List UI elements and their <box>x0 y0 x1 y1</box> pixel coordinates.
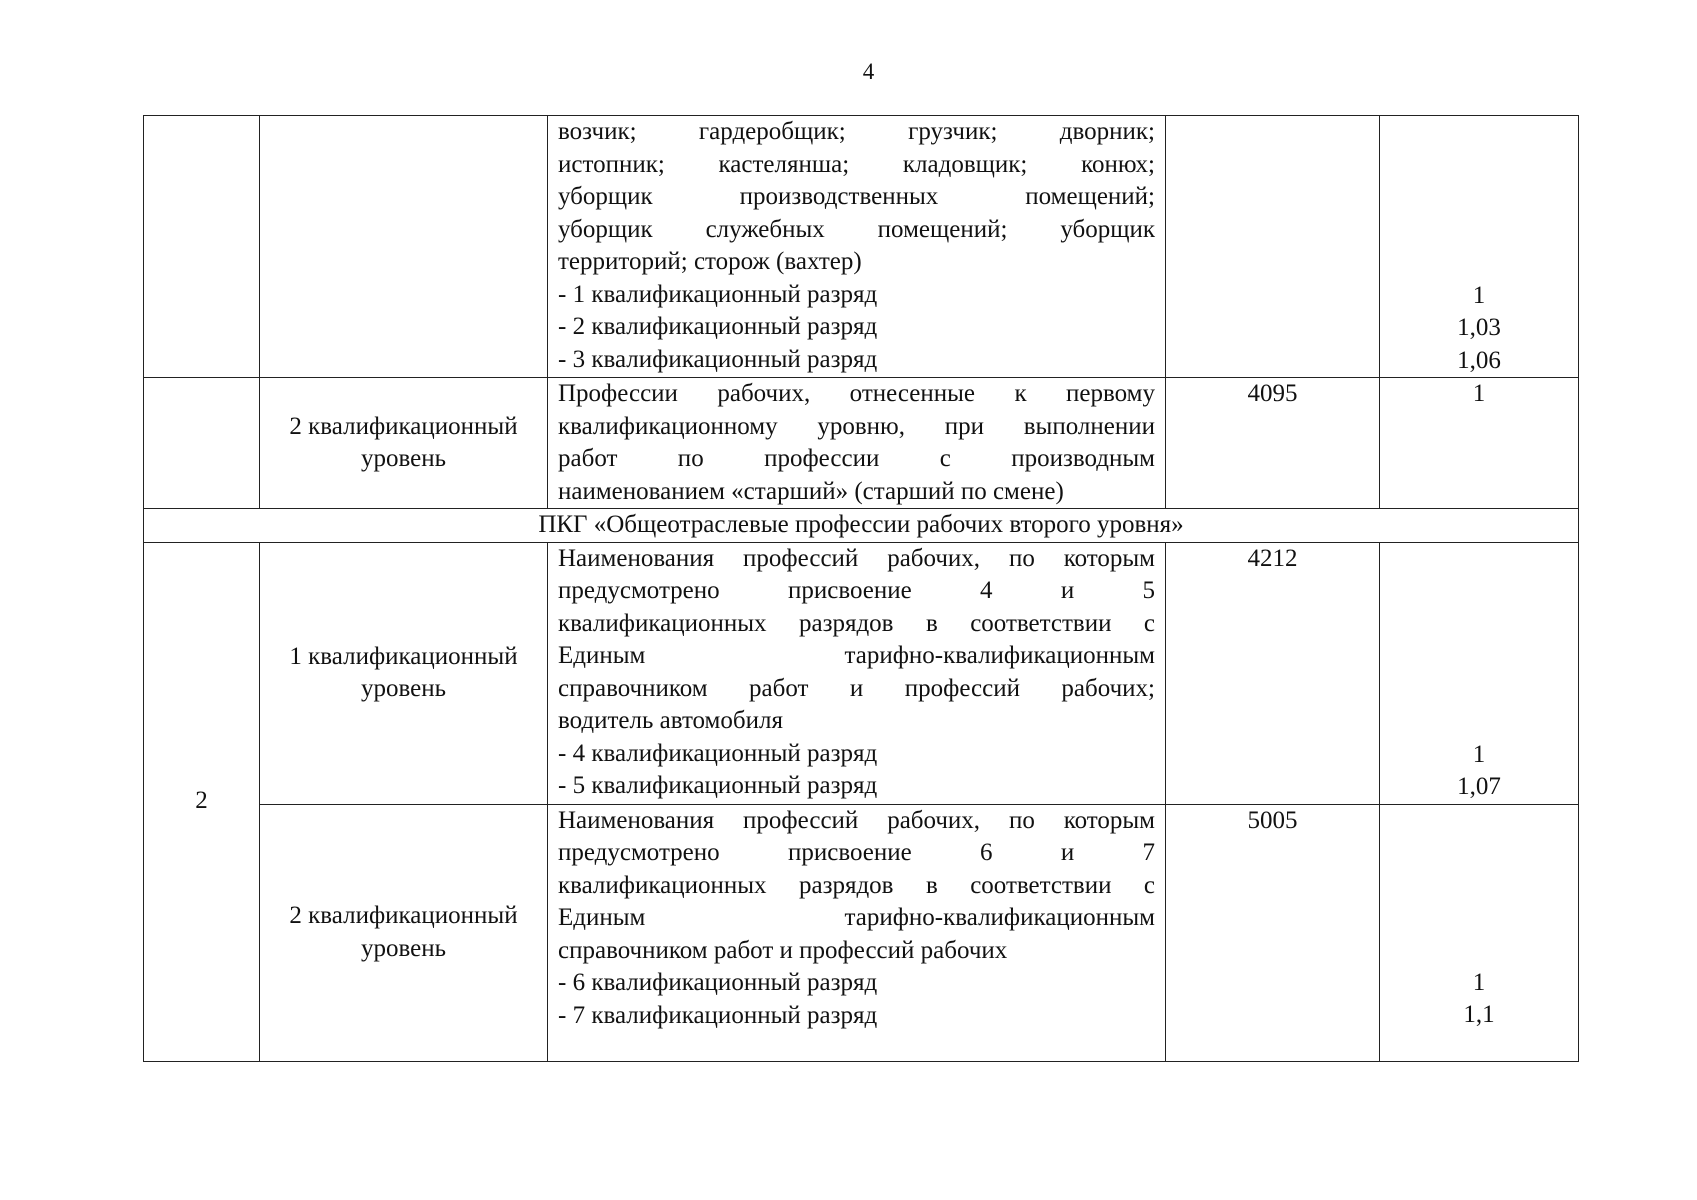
rank-line: - 3 квалификационный разряд <box>558 345 878 373</box>
description-line: предусмотрено присвоение 6 и 7 <box>558 839 1155 866</box>
description-line: работ по профессии с производным <box>558 445 1155 472</box>
description-line: справочником работ и профессий рабочих; <box>558 674 1155 702</box>
coefficient-cell <box>1380 542 1579 804</box>
description-cell <box>548 804 1166 1061</box>
rank-line: - 7 квалификационный разряд <box>558 1001 878 1029</box>
level-label: уровень <box>360 445 447 472</box>
description-line: истопник; кастелянша; кладовщик; конюх; <box>558 150 1155 178</box>
page-number: 4 <box>862 59 875 84</box>
level-label: 2 квалификационный <box>289 412 518 440</box>
code-cell <box>1166 116 1380 378</box>
level-label: уровень <box>360 675 447 702</box>
coefficient-value: 1 <box>1472 281 1486 309</box>
description-line: Наименования профессий рабочих, по которым <box>558 544 1155 572</box>
group-title: ПКГ «Общеотраслевые профессии рабочих второго уровня» <box>144 509 1579 543</box>
rank-line: - 5 квалификационный разряд <box>558 772 878 799</box>
level-cell <box>260 116 548 378</box>
rank-line: - 2 квалификационный разряд <box>558 313 878 340</box>
level-cell <box>260 542 548 804</box>
description-cell <box>548 116 1166 378</box>
description-line: Профессии рабочих, отнесенные к первому <box>558 380 1155 407</box>
level-label: 1 квалификационный <box>289 642 518 670</box>
coefficient-cell <box>1380 116 1579 378</box>
coefficient-value: 1,06 <box>1457 346 1501 374</box>
description-line: возчик; гардеробщик; грузчик; дворник; <box>558 118 1155 145</box>
code-cell: 4212 <box>1166 542 1380 804</box>
level-cell <box>260 804 548 1061</box>
level-label: уровень <box>360 934 447 962</box>
rank-line: - 6 квалификационный разряд <box>558 969 878 996</box>
description-line: предусмотрено присвоение 4 и 5 <box>558 577 1155 604</box>
description-line: водитель автомобиля <box>558 707 783 734</box>
group-number: 2 <box>144 542 260 1061</box>
table-row <box>144 542 1579 804</box>
number-cell <box>144 378 260 509</box>
coefficient-cell: 1 <box>1380 378 1579 509</box>
coefficient-value: 1 <box>1472 968 1486 996</box>
code-cell: 5005 <box>1166 804 1380 1061</box>
salary-table <box>143 115 1579 1062</box>
coefficient-cell <box>1380 804 1579 1061</box>
description-line: Наименования профессий рабочих, по которым <box>558 806 1155 834</box>
table-row <box>144 378 1579 509</box>
description-cell <box>548 378 1166 509</box>
code-cell: 4095 <box>1166 378 1380 509</box>
coefficient-value: 1,07 <box>1457 773 1501 800</box>
description-line: Единым тарифно-квалификационным <box>558 642 1155 669</box>
table-row <box>144 116 1579 378</box>
coefficient-value: 1,03 <box>1457 314 1501 341</box>
description-line: территорий; сторож (вахтер) <box>558 248 862 275</box>
description-line: квалификационных разрядов в соответствии с <box>558 871 1155 899</box>
level-cell <box>260 378 548 509</box>
description-cell <box>548 542 1166 804</box>
description-line: квалификационных разрядов в соответствии с <box>558 609 1155 637</box>
level-label: 2 квалификационный <box>289 902 518 929</box>
coefficient-value: 1,1 <box>1463 1001 1495 1028</box>
number-cell <box>144 116 260 378</box>
table-row <box>144 509 1579 543</box>
description-line: Единым тарифно-квалификационным <box>558 904 1155 931</box>
description-line: уборщик производственных помещений; <box>558 183 1155 210</box>
description-line: квалификационному уровню, при выполнении <box>558 412 1155 440</box>
description-line: наименованием «старший» (старший по смене) <box>558 477 1064 505</box>
description-line: справочником работ и профессий рабочих <box>558 936 1008 964</box>
description-line: уборщик служебных помещений; уборщик <box>558 215 1155 243</box>
table-row <box>144 804 1579 1061</box>
rank-line: - 1 квалификационный разряд <box>558 280 878 308</box>
coefficient-value: 1 <box>1472 740 1486 768</box>
rank-line: - 4 квалификационный разряд <box>558 739 878 767</box>
